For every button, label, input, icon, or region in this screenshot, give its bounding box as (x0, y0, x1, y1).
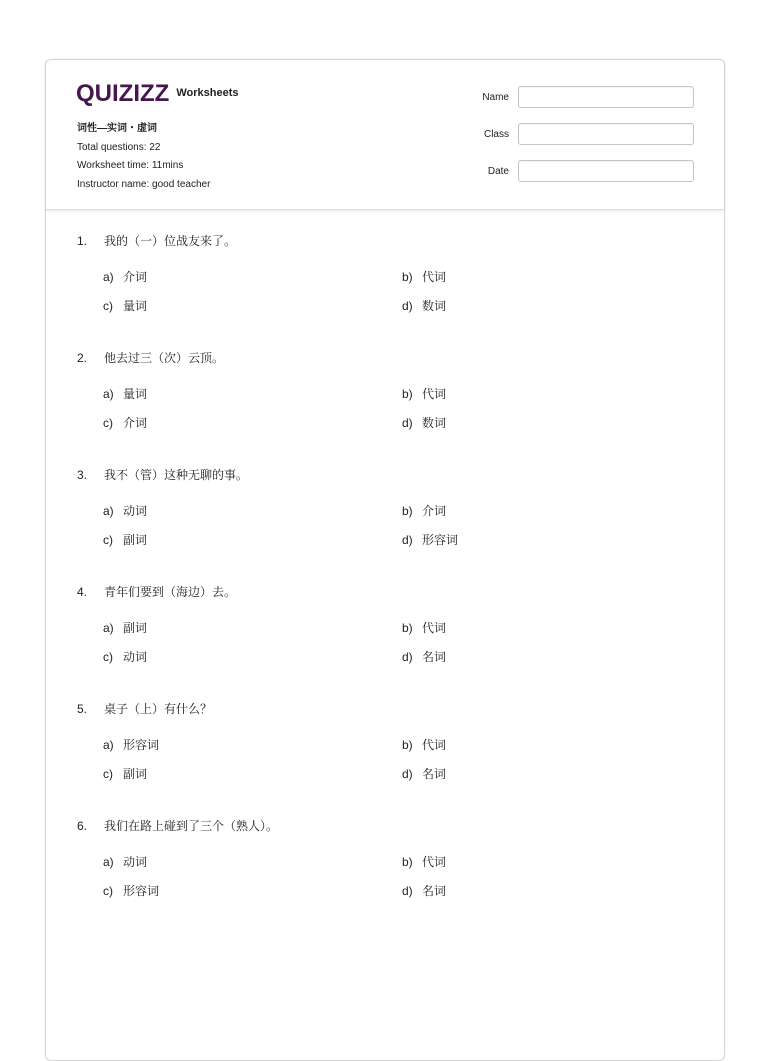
answer-option[interactable] (402, 299, 602, 313)
option-text: 形容词 (422, 533, 459, 547)
option-letter: d) (402, 533, 413, 547)
question-item (77, 468, 697, 585)
worksheet-title: 词性—实词・虚词 (77, 123, 157, 134)
question-line (77, 702, 697, 716)
option-letter: b) (402, 504, 413, 518)
option-letter: d) (402, 650, 413, 664)
question-number: 4. (77, 585, 88, 599)
answer-option[interactable] (103, 884, 402, 898)
question-text: 桌子（上）有什么？ (104, 702, 213, 716)
option-text: 代词 (422, 621, 447, 635)
worksheet-meta (77, 120, 210, 194)
option-text: 代词 (422, 387, 447, 401)
answer-option[interactable] (402, 650, 602, 664)
answer-option[interactable] (402, 270, 602, 284)
answer-option[interactable] (402, 621, 602, 635)
option-text: 数词 (422, 416, 447, 430)
option-text: 名词 (422, 767, 447, 781)
question-line (77, 819, 697, 833)
answer-option[interactable] (103, 416, 402, 430)
option-text: 名词 (422, 650, 447, 664)
instructor-name: Instructor name: good teacher (77, 178, 211, 190)
answer-options (103, 855, 697, 898)
logo-row (76, 80, 238, 108)
option-letter: d) (402, 299, 413, 313)
class-field-row (466, 123, 694, 145)
question-text: 我们在路上碰到了三个（熟人）。 (104, 819, 279, 833)
question-number: 1. (77, 234, 88, 248)
answer-options (103, 621, 697, 664)
answer-option[interactable] (103, 504, 402, 518)
answer-option[interactable] (402, 738, 602, 752)
option-text: 代词 (422, 270, 447, 284)
name-field-row (466, 86, 694, 108)
answer-option[interactable] (103, 621, 402, 635)
option-letter: c) (103, 416, 113, 430)
answer-option[interactable] (103, 738, 402, 752)
option-text: 介词 (123, 270, 148, 284)
question-item (77, 702, 697, 819)
answer-option[interactable] (402, 767, 602, 781)
question-number: 5. (77, 702, 88, 716)
answer-options (103, 270, 697, 313)
question-line (77, 351, 697, 365)
answer-options (103, 504, 697, 547)
name-label: Name (482, 91, 509, 103)
option-letter: a) (103, 270, 114, 284)
option-text: 动词 (123, 855, 148, 869)
question-item (77, 234, 697, 351)
option-letter: b) (402, 738, 413, 752)
question-number: 3. (77, 468, 88, 482)
option-letter: c) (103, 767, 113, 781)
option-text: 量词 (123, 299, 148, 313)
question-text: 他去过三（次）云顶。 (104, 351, 225, 365)
question-number: 2. (77, 351, 88, 365)
answer-option[interactable] (103, 855, 402, 869)
option-letter: b) (402, 387, 413, 401)
option-text: 形容词 (123, 884, 160, 898)
option-letter: d) (402, 416, 413, 430)
answer-options (103, 738, 697, 781)
worksheet-time: Worksheet time: 11mins (77, 160, 184, 171)
answer-option[interactable] (402, 416, 602, 430)
answer-option[interactable] (402, 533, 602, 547)
question-line (77, 585, 697, 599)
logo-subtitle: Worksheets (176, 87, 239, 99)
date-field[interactable] (518, 160, 694, 182)
answer-option[interactable] (402, 504, 602, 518)
name-field[interactable] (518, 86, 694, 108)
student-fields (466, 86, 694, 197)
answer-option[interactable] (103, 650, 402, 664)
option-text: 介词 (123, 416, 148, 430)
option-letter: c) (103, 533, 113, 547)
option-letter: a) (103, 855, 114, 869)
class-label: Class (483, 128, 509, 140)
option-letter: a) (103, 621, 114, 635)
option-text: 形容词 (123, 738, 160, 752)
option-text: 动词 (123, 650, 148, 664)
worksheet (45, 59, 725, 1061)
answer-option[interactable] (103, 299, 402, 313)
answer-option[interactable] (402, 884, 602, 898)
date-field-row (466, 160, 694, 182)
option-text: 量词 (123, 387, 148, 401)
question-number: 6. (77, 819, 88, 833)
question-item (77, 585, 697, 702)
answer-option[interactable] (402, 387, 602, 401)
total-questions: Total questions: 22 (77, 141, 161, 153)
option-letter: a) (103, 504, 114, 518)
option-letter: b) (402, 621, 413, 635)
option-letter: c) (103, 884, 113, 898)
quizizz-logo: QUIZIZZ (76, 80, 170, 107)
option-letter: c) (103, 650, 113, 664)
question-line (77, 468, 697, 482)
answer-options (103, 387, 697, 430)
worksheet-header (46, 60, 724, 210)
option-text: 代词 (422, 738, 447, 752)
question-line (77, 234, 697, 248)
question-text: 青年们要到（海边）去。 (104, 585, 237, 599)
option-letter: c) (103, 299, 113, 313)
option-letter: b) (402, 270, 413, 284)
option-letter: d) (402, 767, 413, 781)
option-text: 名词 (422, 884, 447, 898)
option-text: 介词 (422, 504, 447, 518)
answer-option[interactable] (103, 270, 402, 284)
option-letter: b) (402, 855, 413, 869)
option-text: 副词 (123, 621, 148, 635)
answer-option[interactable] (103, 533, 402, 547)
question-text: 我不（管）这种无聊的事。 (104, 468, 249, 482)
answer-option[interactable] (103, 767, 402, 781)
option-text: 数词 (422, 299, 447, 313)
date-label: Date (487, 165, 509, 177)
class-field[interactable] (518, 123, 694, 145)
option-text: 代词 (422, 855, 447, 869)
option-text: 动词 (123, 504, 148, 518)
answer-option[interactable] (402, 855, 602, 869)
question-item (77, 351, 697, 468)
option-letter: a) (103, 387, 114, 401)
question-text: 我的（一）位战友来了。 (104, 234, 237, 248)
option-text: 副词 (123, 767, 148, 781)
question-list (77, 234, 697, 936)
answer-option[interactable] (103, 387, 402, 401)
option-text: 副词 (123, 533, 148, 547)
question-item (77, 819, 697, 936)
option-letter: a) (103, 738, 114, 752)
option-letter: d) (402, 884, 413, 898)
